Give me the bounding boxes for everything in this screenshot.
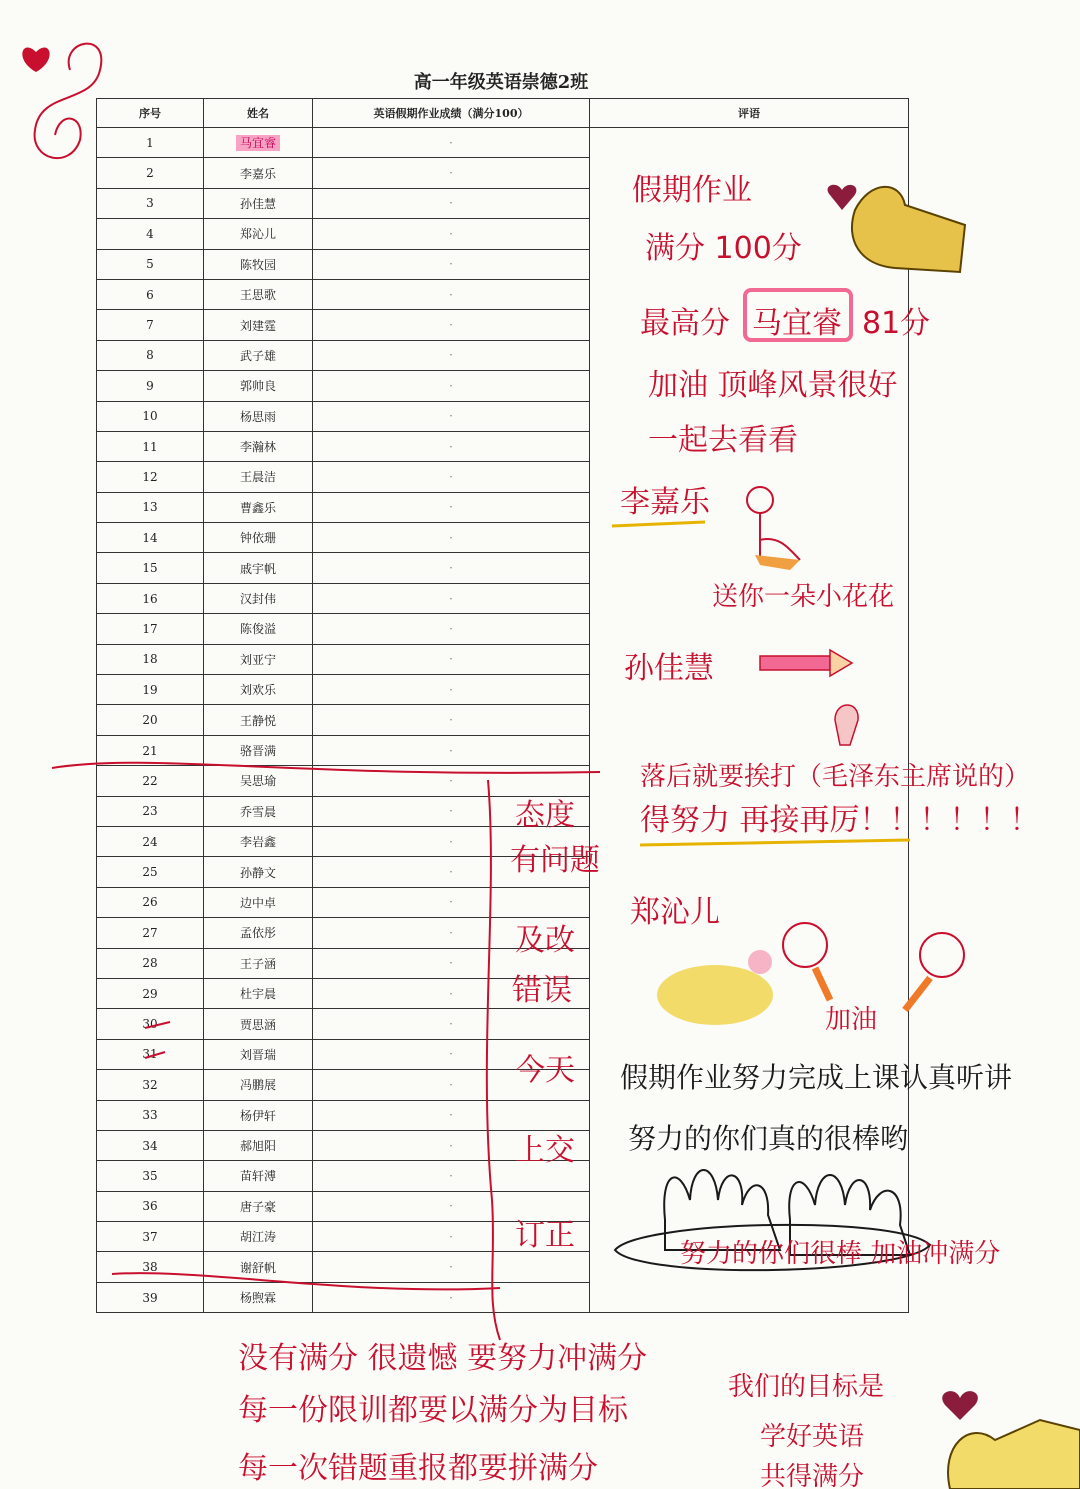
student-name: 杨煦霖: [239, 1291, 276, 1306]
student-name: 武子雄: [239, 348, 276, 363]
row-number: 26: [97, 887, 204, 917]
student-name: 杨伊轩: [239, 1108, 276, 1123]
row-number: 5: [97, 249, 204, 279]
note-highest-label: 最高分: [640, 306, 730, 341]
row-score: ·: [313, 796, 590, 826]
row-name-cell: [204, 1191, 313, 1221]
row-score: ·: [313, 887, 590, 917]
row-score: ·: [313, 675, 590, 705]
row-score: ·: [313, 1130, 590, 1160]
row-score: ·: [313, 1070, 590, 1100]
row-name-cell: [204, 431, 313, 461]
note-bottom-2: 每一份限训都要以满分为目标: [238, 1393, 628, 1428]
header-number: 序号: [97, 99, 204, 128]
row-name-cell: [204, 1070, 313, 1100]
note-goal-2: 学好英语: [760, 1422, 865, 1452]
row-score: ·: [313, 492, 590, 522]
row-name-cell: [204, 401, 313, 431]
row-name-cell: [204, 826, 313, 856]
note-attitude: 态度: [515, 798, 575, 833]
row-score: ·: [313, 1039, 590, 1069]
row-score: ·: [313, 1191, 590, 1221]
student-name: 陈俊溢: [239, 622, 276, 637]
student-name: 陈牧园: [239, 257, 276, 272]
row-name-cell: [204, 249, 313, 279]
row-name-cell: [204, 766, 313, 796]
student-name: 钟依珊: [239, 531, 276, 546]
note-bottom-3: 每一次错题重报都要拼满分: [238, 1451, 598, 1486]
note-summary-2: 努力的你们真的很棒哟: [628, 1122, 909, 1155]
row-name-cell: [204, 887, 313, 917]
note-go-see: 一起去看看: [648, 423, 798, 458]
heart-icon: [22, 47, 49, 72]
row-score: ·: [313, 158, 590, 188]
student-name: 杜宇晨: [239, 987, 276, 1002]
note-errors: 错误: [512, 973, 572, 1008]
row-score: ·: [313, 371, 590, 401]
student-name: 郑沁儿: [239, 227, 276, 242]
row-score: ·: [313, 1009, 590, 1039]
header-name: 姓名: [204, 99, 313, 128]
row-score: ·: [313, 614, 590, 644]
student-name: 刘晋瑞: [239, 1047, 276, 1062]
note-highest-name: 马宜睿: [752, 306, 842, 341]
note-encourage: 加油 顶峰风景很好: [648, 368, 898, 403]
comment-cell: [590, 128, 909, 1313]
row-number: 16: [97, 583, 204, 613]
row-number: 38: [97, 1252, 204, 1282]
row-name-cell: [204, 340, 313, 370]
row-number: 14: [97, 523, 204, 553]
row-number: 4: [97, 219, 204, 249]
table-body: [97, 128, 909, 1313]
row-score: ·: [313, 583, 590, 613]
row-number: 37: [97, 1222, 204, 1252]
row-name-cell: [204, 188, 313, 218]
student-name: 胡江涛: [239, 1230, 276, 1245]
row-name-cell: [204, 492, 313, 522]
student-name: 孙佳慧: [239, 196, 276, 211]
row-number: 39: [97, 1282, 204, 1312]
row-number: 29: [97, 978, 204, 1008]
row-score: ·: [313, 644, 590, 674]
student-name: 李瀚林: [239, 440, 276, 455]
row-name-cell: [204, 948, 313, 978]
student-name: 贾思涵: [239, 1017, 276, 1032]
row-number: 25: [97, 857, 204, 887]
grade-table: [96, 98, 909, 1313]
row-name-cell: [204, 857, 313, 887]
note-full-score: 满分 100分: [645, 231, 802, 266]
header-comment: 评语: [590, 99, 909, 128]
row-name-cell: [204, 1039, 313, 1069]
student-name: 马宜睿: [236, 135, 280, 151]
student-name: 孙静文: [239, 865, 276, 880]
row-name-cell: [204, 279, 313, 309]
student-name: 唐子豪: [239, 1199, 276, 1214]
student-name: 王静悦: [239, 713, 276, 728]
row-name-cell: [204, 705, 313, 735]
row-score: ·: [313, 128, 590, 158]
row-name-cell: [204, 1100, 313, 1130]
document-title: 高一年级英语崇德2班: [413, 72, 589, 93]
row-score: ·: [313, 401, 590, 431]
row-number: 15: [97, 553, 204, 583]
row-number: 20: [97, 705, 204, 735]
note-submit: 上交: [515, 1133, 575, 1168]
table-header-row: [97, 99, 909, 128]
row-name-cell: [204, 1252, 313, 1282]
note-keep-going: 得努力 再接再厉！！！！！！: [640, 803, 1040, 838]
row-number: 35: [97, 1161, 204, 1191]
row-score: ·: [313, 826, 590, 856]
row-score: ·: [313, 219, 590, 249]
student-name: 刘亚宁: [239, 652, 276, 667]
student-name: 孟依彤: [239, 926, 276, 941]
student-name: 郝旭阳: [239, 1139, 276, 1154]
row-name-cell: [204, 553, 313, 583]
student-name: 王子涵: [239, 956, 276, 971]
row-score: ·: [313, 523, 590, 553]
row-number: 22: [97, 766, 204, 796]
note-student-e: 郑沁儿: [630, 895, 720, 930]
row-number: 30: [97, 1009, 204, 1039]
row-number: 27: [97, 918, 204, 948]
row-score: ·: [313, 249, 590, 279]
row-number: 10: [97, 401, 204, 431]
student-name: 汉封伟: [239, 592, 276, 607]
note-jiayou: 加油: [825, 1005, 878, 1035]
heart-icon-bottom: [942, 1391, 978, 1420]
row-number: 11: [97, 431, 204, 461]
row-name-cell: [204, 523, 313, 553]
row-number: 18: [97, 644, 204, 674]
row-score: ·: [313, 1100, 590, 1130]
student-name: 李岩鑫: [239, 835, 276, 850]
student-name: 苗轩溥: [239, 1169, 276, 1184]
row-number: 8: [97, 340, 204, 370]
row-score: ·: [313, 1282, 590, 1312]
row-name-cell: [204, 1222, 313, 1252]
row-number: 21: [97, 735, 204, 765]
student-name: 郭帅良: [239, 379, 276, 394]
row-name-cell: [204, 583, 313, 613]
student-name: 王思歌: [239, 288, 276, 303]
row-score: ·: [313, 918, 590, 948]
student-name: 王晨洁: [239, 470, 276, 485]
row-score: ·: [313, 1222, 590, 1252]
table-row: [97, 128, 909, 158]
row-name-cell: [204, 462, 313, 492]
student-name: 谢舒帆: [239, 1260, 276, 1275]
row-name-cell: [204, 219, 313, 249]
row-name-cell: [204, 918, 313, 948]
student-name: 吴思瑜: [239, 774, 276, 789]
row-name-cell: [204, 735, 313, 765]
row-name-cell: [204, 1130, 313, 1160]
note-student-b: 李嘉乐: [620, 485, 710, 520]
row-number: 33: [97, 1100, 204, 1130]
row-number: 23: [97, 796, 204, 826]
student-name: 曹鑫乐: [239, 500, 276, 515]
row-name-cell: [204, 1009, 313, 1039]
row-score: ·: [313, 705, 590, 735]
row-number: 32: [97, 1070, 204, 1100]
row-score: ·: [313, 1161, 590, 1191]
note-highest-score: 81分: [862, 306, 931, 341]
header-score: 英语假期作业成绩（满分100）: [313, 99, 590, 128]
row-score: ·: [313, 188, 590, 218]
note-revise: 订正: [515, 1218, 575, 1253]
note-problem: 有问题: [510, 843, 600, 878]
note-bottom-1: 没有满分 很遗憾 要努力冲满分: [238, 1341, 648, 1376]
row-name-cell: [204, 158, 313, 188]
student-name: 冯鹏展: [239, 1078, 276, 1093]
row-name-cell: [204, 644, 313, 674]
student-name: 乔雪晨: [239, 804, 276, 819]
row-score: ·: [313, 948, 590, 978]
row-score: ·: [313, 279, 590, 309]
row-name-cell: [204, 796, 313, 826]
row-number: 2: [97, 158, 204, 188]
row-name-cell: [204, 371, 313, 401]
thumbs-up-icon-bottom: [948, 1420, 1080, 1489]
row-number: 12: [97, 462, 204, 492]
row-number: 17: [97, 614, 204, 644]
note-flower: 送你一朵小花花: [712, 582, 895, 612]
row-score: ·: [313, 857, 590, 887]
student-name: 边中卓: [239, 895, 276, 910]
student-name: 李嘉乐: [239, 166, 276, 181]
row-name-cell: [204, 614, 313, 644]
row-name-cell: [204, 310, 313, 340]
row-number: 36: [97, 1191, 204, 1221]
note-student-c: 孙佳慧: [624, 651, 714, 686]
student-name: 骆晋满: [239, 744, 276, 758]
row-number: 34: [97, 1130, 204, 1160]
note-correct: 及改: [515, 923, 575, 958]
note-homework: 假期作业: [632, 173, 752, 208]
row-number: 19: [97, 675, 204, 705]
row-number: 28: [97, 948, 204, 978]
row-score: ·: [313, 1252, 590, 1282]
row-score: ·: [313, 340, 590, 370]
note-today: 今天: [515, 1053, 575, 1088]
student-name: 刘建霆: [239, 318, 276, 333]
row-number: 24: [97, 826, 204, 856]
row-score: ·: [313, 978, 590, 1008]
row-score: ·: [313, 431, 590, 461]
row-number: 13: [97, 492, 204, 522]
row-number: 9: [97, 371, 204, 401]
row-number: 6: [97, 279, 204, 309]
row-name-cell: [204, 128, 313, 158]
note-goal-3: 共得满分: [760, 1462, 865, 1489]
note-goal-1: 我们的目标是: [728, 1372, 885, 1402]
note-summary-1: 假期作业努力完成上课认真听讲: [620, 1061, 1013, 1094]
row-name-cell: [204, 675, 313, 705]
student-name: 戚宇帆: [239, 561, 276, 576]
squiggle-doodle: [35, 44, 102, 158]
row-score: ·: [313, 766, 590, 796]
row-name-cell: [204, 978, 313, 1008]
row-number: 7: [97, 310, 204, 340]
row-number: 1: [97, 128, 204, 158]
row-score: ·: [313, 735, 590, 765]
row-score: ·: [313, 553, 590, 583]
note-quote: 落后就要挨打（毛泽东主席说的）: [640, 762, 1031, 792]
row-score: ·: [313, 310, 590, 340]
row-score: ·: [313, 462, 590, 492]
student-name: 杨思雨: [239, 409, 276, 424]
row-number: 3: [97, 188, 204, 218]
row-name-cell: [204, 1161, 313, 1191]
student-name: 刘欢乐: [239, 683, 276, 698]
row-number: 31: [97, 1039, 204, 1069]
row-name-cell: [204, 1282, 313, 1312]
note-banner: 努力的你们很棒 加油冲满分: [680, 1239, 1001, 1269]
